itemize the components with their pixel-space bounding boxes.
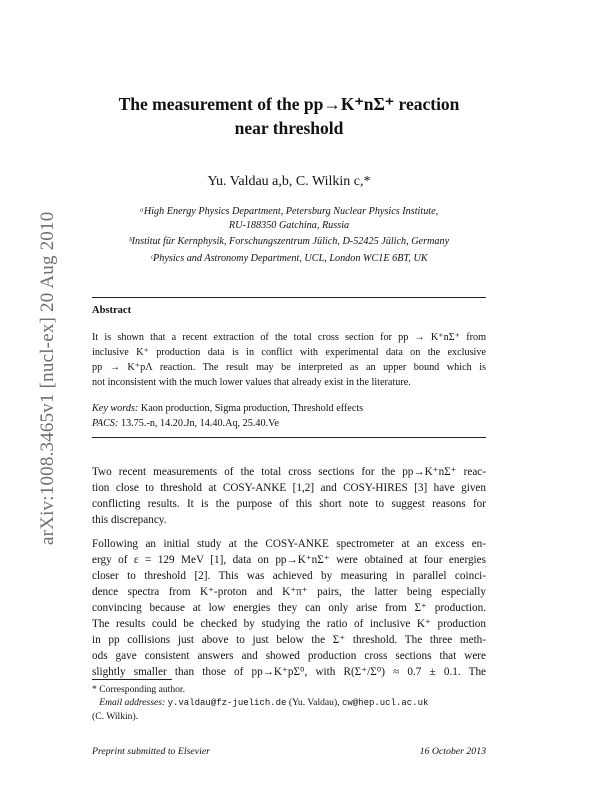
keywords-line: Key words: Kaon production, Sigma production, Threshold effects [92, 403, 364, 414]
body-paragraph-1: Two recent measurements of the total cross sections for the pp→K⁺nΣ⁺ reac- tion close to threshold at COSY-ANKE [1,2] and COSY-HIRES [3] have given conflicting results. It is the purpose of this short note to suggest reasons for this discrepancy. [92, 466, 486, 526]
pacs-line: PACS: 13.75.-n, 14.20.Jn, 14.40.Aq, 25.40.Ve [92, 418, 279, 429]
email-link-valdau[interactable]: y.valdau@fz-juelich.de [167, 698, 287, 708]
affiliation-b: ᵇInstitut für Kernphysik, Forschungszentrum Jülich, D-52425 Jülich, Germany [128, 236, 450, 247]
paper-title [92, 92, 486, 140]
title-line-1: The measurement of the pp→K⁺nΣ⁺ reaction [118, 94, 460, 114]
authors: Yu. Valdau a,b, C. Wilkin c,* [207, 174, 371, 189]
footnote [92, 683, 486, 723]
abstract-top-rule [92, 297, 486, 298]
footnote-corresponding: * Corresponding author. [92, 684, 185, 695]
footer-preprint: Preprint submitted to Elsevier [92, 746, 210, 757]
keywords-block [92, 401, 363, 431]
footnote-wilkin: (C. Wilkin). [92, 711, 139, 722]
abstract-bottom-rule [92, 437, 486, 438]
body-paragraph-2: Following an initial study at the COSY-ANKE spectrometer at an excess en- ergy of ε = 129 MeV [1], data on pp→K⁺nΣ⁺ were obtained at four energies closer to threshold [2]. This was achieved by measuring in parallel coinci- dence spectra from K⁺-proton and K⁺π⁺ pairs, the latter being especially convincing because at low energies they can only arise from Σ⁺ production. The results could be checked by studying the ratio of inclusive K⁺ production in pp collisions just above to just below the Σ⁺ threshold. The three meth- ods gave consistent answers and showed production cross sections that were slightly smaller than those of pp→K⁺pΣ⁰, with R(Σ⁺/Σ⁰) ≈ 0.7 ± 0.1. The [92, 538, 486, 678]
footnote-rule [92, 679, 172, 680]
footer-date: 16 October 2013 [419, 746, 486, 757]
title-line-2: near threshold [234, 118, 344, 138]
arxiv-stamp: arXiv:1008.3465v1 [nucl-ex] 20 Aug 2010 [37, 211, 58, 545]
affiliation-c: ᶜPhysics and Astronomy Department, UCL, London WC1E 6BT, UK [150, 253, 428, 264]
email-link-wilkin[interactable]: cw@hep.ucl.ac.uk [341, 698, 429, 708]
affiliation-a: ᵃHigh Energy Physics Department, Petersburg Nuclear Physics Institute, RU-188350 Gatchina, Russia [139, 206, 439, 231]
abstract-heading: Abstract [92, 305, 132, 316]
abstract-text: It is shown that a recent extraction of the total cross section for pp → K⁺nΣ⁺ from inclusive K⁺ production data is in conflict with experimental data on the exclusive pp → K⁺pΛ reaction. The result may be interpreted as an upper bound which is not inconsistent with the much lower values that already exist in the literature. [92, 332, 486, 388]
footnote-emails: Email addresses: y.valdau@fz-juelich.de (Yu. Valdau), cw@hep.ucl.ac.uk [99, 697, 429, 708]
